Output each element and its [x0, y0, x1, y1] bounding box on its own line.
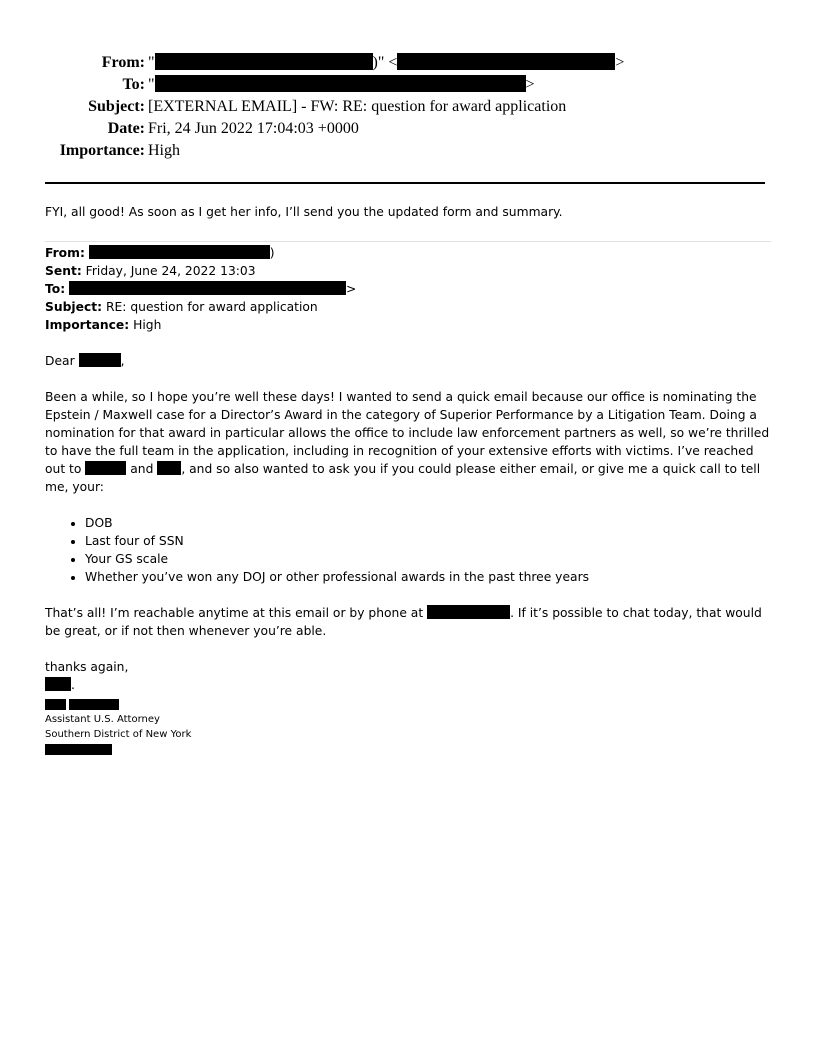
closing-text: thanks again, [45, 660, 129, 674]
to-quote: " [148, 76, 155, 93]
importance-label: Importance: [59, 142, 145, 159]
date-row [0, 118, 816, 140]
fwd-subject-row [45, 298, 356, 316]
to-value [148, 74, 535, 96]
fwd-importance-label: Importance: [45, 318, 130, 332]
forward-divider [45, 241, 771, 242]
fwd-from-end: ) [269, 246, 275, 260]
closing-name [45, 676, 773, 694]
list-item: • DOB [85, 514, 773, 532]
letter-body [45, 352, 773, 694]
from-value [148, 52, 624, 74]
importance-row [0, 140, 816, 162]
signature-name [45, 697, 191, 712]
signature-title: Assistant U.S. Attorney [45, 714, 160, 725]
subject-row [0, 96, 816, 118]
para2-start: That’s all! I’m reachable anytime at this email or by phone at [45, 606, 424, 620]
fwd-subject-value: RE: question for award application [105, 300, 318, 314]
redaction-block [45, 699, 66, 710]
importance-value: High [148, 142, 180, 159]
redaction-block [427, 605, 510, 619]
email-header [0, 52, 816, 162]
signature-block [45, 697, 191, 757]
para1-text: Been a while, so I hope you’re well these days! I wanted to send a quick email because our office is nominating the Epstein / Maxwell case for a Director’s Award in the category of Superior Performance by a Litigation Team. Doing a nomination for that award in particular allows the office to include law enforcement partners as well, so we’re thrilled to have the full team in the application, including in recognition of your extensive efforts with victims. I’ve reached out to [45, 390, 770, 476]
paragraph-contact [45, 604, 773, 640]
redaction-block [45, 677, 71, 691]
redaction-block [157, 461, 181, 475]
requested-items-list [45, 514, 773, 586]
list-item: • Your GS scale [85, 550, 773, 568]
from-quote: " [148, 54, 155, 71]
closing-period: . [71, 678, 75, 692]
paragraph-request [45, 388, 773, 496]
closing [45, 658, 773, 676]
redaction-block [69, 699, 119, 710]
redaction-block [155, 75, 526, 92]
header-divider [45, 182, 765, 184]
fwd-to-end: > [346, 282, 357, 296]
redaction-block [69, 281, 346, 295]
intro-message [45, 203, 775, 221]
para2-end: . If it’s possible to chat today, that would be great, or if not then whenever you’re able. [45, 606, 762, 638]
from-label: From: [101, 54, 145, 71]
fwd-subject-label: Subject: [45, 300, 103, 314]
fwd-to-label: To: [45, 282, 66, 296]
fwd-to-row [45, 280, 356, 298]
from-bracket: > [615, 54, 625, 71]
list-item: • Whether you’ve won any DOJ or other professional awards in the past three years [85, 568, 773, 586]
fwd-sent-label: Sent: [45, 264, 82, 278]
subject-label: Subject: [88, 98, 145, 115]
fwd-sent-row [45, 262, 356, 280]
signature-office: Southern District of New York [45, 729, 192, 740]
para1-and: and [130, 462, 154, 476]
redaction-block [89, 245, 270, 259]
to-bracket: > [525, 76, 535, 93]
fwd-importance-row [45, 316, 356, 334]
to-row [0, 74, 816, 96]
list-item: • Last four of SSN [85, 532, 773, 550]
greeting-comma: , [120, 354, 125, 368]
fwd-from-label: From: [45, 246, 85, 260]
from-separator: )" < [372, 54, 398, 71]
from-row [0, 52, 816, 74]
redaction-block [155, 53, 373, 70]
signature-contact [45, 742, 191, 757]
date-label: Date: [107, 120, 145, 137]
subject-value: [EXTERNAL EMAIL] - FW: RE: question for award application [148, 98, 567, 115]
forwarded-header [45, 244, 356, 334]
redaction-block [79, 353, 121, 367]
date-value: Fri, 24 Jun 2022 17:04:03 +0000 [148, 120, 359, 137]
redaction-block [45, 744, 112, 755]
to-label: To: [122, 76, 145, 93]
intro-text: FYI, all good! As soon as I get her info, I’ll send you the updated form and summary. [45, 205, 563, 219]
fwd-importance-value: High [133, 318, 162, 332]
greeting [45, 352, 773, 370]
greeting-text: Dear [45, 354, 75, 368]
para1-end: , and so also wanted to ask you if you could please either email, or give me a quick call to tell me, your: [45, 462, 761, 494]
redaction-block [397, 53, 615, 70]
fwd-from-row [45, 244, 356, 262]
fwd-sent-value: Friday, June 24, 2022 13:03 [85, 264, 256, 278]
redaction-block [85, 461, 126, 475]
